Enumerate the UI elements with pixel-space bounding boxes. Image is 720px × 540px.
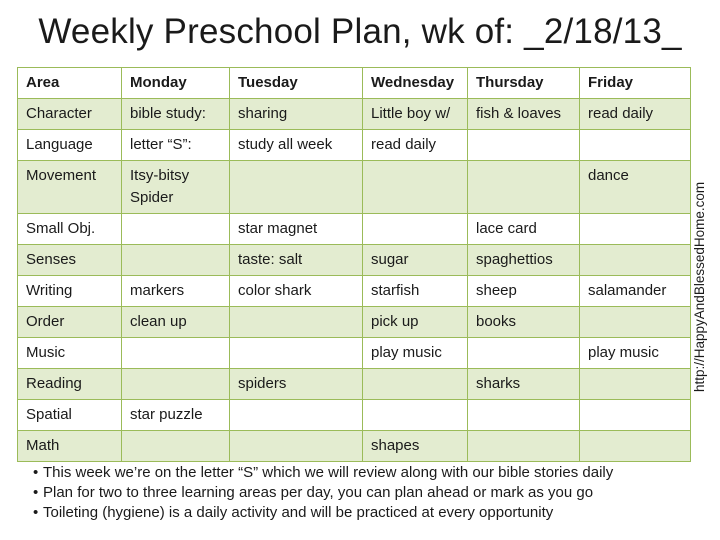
table-cell: letter “S”: bbox=[122, 130, 230, 161]
table-cell: star magnet bbox=[230, 214, 363, 245]
list-item bbox=[33, 503, 613, 523]
table-cell: pick up bbox=[363, 307, 468, 338]
page-title: Weekly Preschool Plan, wk of: _2/18/13_ bbox=[38, 12, 682, 51]
table-cell bbox=[468, 338, 580, 369]
table-cell: dance bbox=[580, 161, 691, 214]
table-cell: read daily bbox=[363, 130, 468, 161]
area-cell: Spatial bbox=[18, 400, 122, 431]
column-header: Monday bbox=[122, 68, 230, 99]
table-cell bbox=[580, 214, 691, 245]
table-cell bbox=[230, 307, 363, 338]
table-cell bbox=[122, 338, 230, 369]
column-header: Area bbox=[18, 68, 122, 99]
table-cell bbox=[468, 400, 580, 431]
area-cell: Small Obj. bbox=[18, 214, 122, 245]
table-cell bbox=[580, 307, 691, 338]
area-cell: Order bbox=[18, 307, 122, 338]
table-cell bbox=[363, 369, 468, 400]
table-row bbox=[18, 338, 691, 369]
column-header: Tuesday bbox=[230, 68, 363, 99]
table-cell bbox=[122, 431, 230, 462]
table-cell: taste: salt bbox=[230, 245, 363, 276]
table-row bbox=[18, 99, 691, 130]
table-cell bbox=[363, 214, 468, 245]
table-cell: books bbox=[468, 307, 580, 338]
area-cell: Music bbox=[18, 338, 122, 369]
bullet-icon: • bbox=[33, 484, 39, 501]
table-cell: salamander bbox=[580, 276, 691, 307]
table-cell: star puzzle bbox=[122, 400, 230, 431]
notes-list bbox=[33, 463, 613, 523]
table-cell: spaghettios bbox=[468, 245, 580, 276]
table-cell: sharks bbox=[468, 369, 580, 400]
table-row bbox=[18, 369, 691, 400]
website-url: http://HappyAndBlessedHome.com bbox=[692, 181, 707, 392]
table-cell: Little boy w/ bbox=[363, 99, 468, 130]
table-cell bbox=[230, 161, 363, 214]
table-row bbox=[18, 214, 691, 245]
table-cell bbox=[230, 400, 363, 431]
note-text: This week we’re on the letter “S” which we will review along with our bible stories daily bbox=[43, 464, 614, 481]
table-cell bbox=[122, 214, 230, 245]
table-cell: play music bbox=[580, 338, 691, 369]
table-row bbox=[18, 161, 691, 214]
bullet-icon: • bbox=[33, 504, 39, 521]
table-row bbox=[18, 307, 691, 338]
table-cell bbox=[230, 431, 363, 462]
table-cell bbox=[580, 245, 691, 276]
note-text: Toileting (hygiene) is a daily activity and will be practiced at every opportunity bbox=[43, 504, 554, 521]
area-cell: Senses bbox=[18, 245, 122, 276]
table-row bbox=[18, 400, 691, 431]
table-cell bbox=[468, 431, 580, 462]
list-item bbox=[33, 483, 613, 503]
table-cell bbox=[468, 130, 580, 161]
column-header: Wednesday bbox=[363, 68, 468, 99]
table-cell bbox=[230, 338, 363, 369]
table-cell bbox=[580, 369, 691, 400]
table-cell: Itsy-bitsy Spider bbox=[122, 161, 230, 214]
table-cell bbox=[122, 369, 230, 400]
area-cell: Movement bbox=[18, 161, 122, 214]
note-text: Plan for two to three learning areas per day, you can plan ahead or mark as you go bbox=[43, 484, 594, 501]
table-cell: study all week bbox=[230, 130, 363, 161]
weekly-plan-table bbox=[17, 67, 691, 462]
area-cell: Writing bbox=[18, 276, 122, 307]
table-cell: sheep bbox=[468, 276, 580, 307]
table-cell bbox=[122, 245, 230, 276]
table-cell: spiders bbox=[230, 369, 363, 400]
table-cell: fish & loaves bbox=[468, 99, 580, 130]
table-row bbox=[18, 245, 691, 276]
table-row bbox=[18, 130, 691, 161]
table-cell: shapes bbox=[363, 431, 468, 462]
table-cell: bible study: bbox=[122, 99, 230, 130]
table-cell bbox=[580, 431, 691, 462]
table-row bbox=[18, 276, 691, 307]
table-cell: sharing bbox=[230, 99, 363, 130]
area-cell: Reading bbox=[18, 369, 122, 400]
table-cell: markers bbox=[122, 276, 230, 307]
table-header-row bbox=[18, 68, 691, 99]
table-row bbox=[18, 431, 691, 462]
area-cell: Math bbox=[18, 431, 122, 462]
table-cell: sugar bbox=[363, 245, 468, 276]
table-cell bbox=[468, 161, 580, 214]
table-cell: starfish bbox=[363, 276, 468, 307]
area-cell: Language bbox=[18, 130, 122, 161]
table-cell: play music bbox=[363, 338, 468, 369]
table-cell: read daily bbox=[580, 99, 691, 130]
table-cell bbox=[580, 130, 691, 161]
area-cell: Character bbox=[18, 99, 122, 130]
table-cell: color shark bbox=[230, 276, 363, 307]
list-item bbox=[33, 463, 613, 483]
table-cell: clean up bbox=[122, 307, 230, 338]
bullet-icon: • bbox=[33, 464, 39, 481]
column-header: Friday bbox=[580, 68, 691, 99]
table-cell bbox=[363, 161, 468, 214]
table-cell: lace card bbox=[468, 214, 580, 245]
table-cell bbox=[363, 400, 468, 431]
table-cell bbox=[580, 400, 691, 431]
column-header: Thursday bbox=[468, 68, 580, 99]
